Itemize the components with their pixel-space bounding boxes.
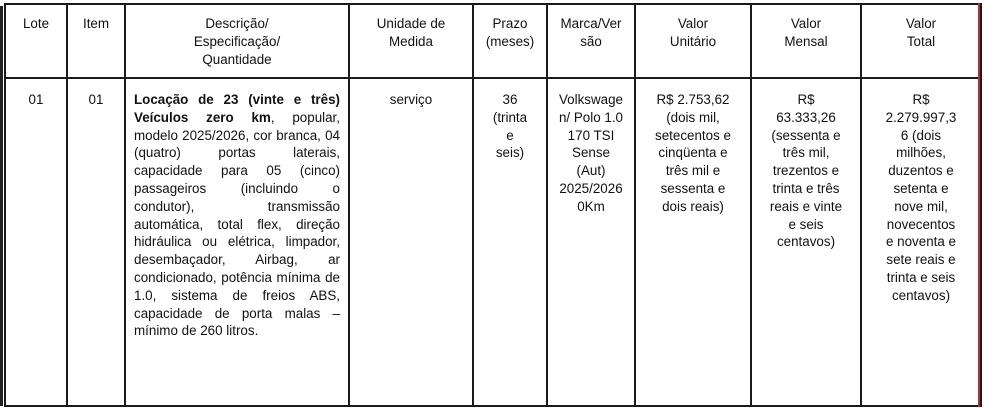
cell-descricao (125, 78, 349, 406)
table-header-row (5, 4, 981, 78)
header-prazo: Prazo (meses) (473, 4, 547, 78)
header-descricao: Descrição/ Especificação/ Quantidade (125, 4, 349, 78)
header-item: Item (67, 4, 125, 78)
cell-unidade: serviço (349, 78, 473, 406)
header-valor-total: Valor Total (861, 4, 981, 78)
header-valor-unitario: Valor Unitário (635, 4, 751, 78)
cell-marca: Volkswage n/ Polo 1.0 170 TSI Sense (Aut) 2025/2026 0Km (547, 78, 635, 406)
header-marca: Marca/Ver são (547, 4, 635, 78)
descricao-bold: Locação de 23 (vinte e três) Veículos zero km (134, 92, 340, 125)
procurement-table (4, 3, 982, 407)
header-lote: Lote (5, 4, 67, 78)
cell-valor-mensal: R$ 63.333,26 (sessenta e três mil, trezentos e trinta e três reais e vinte e seis centavos) (751, 78, 861, 406)
cell-valor-unitario: R$ 2.753,62 (dois mil, setecentos e cinqüenta e três mil e sessenta e dois reais) (635, 78, 751, 406)
cell-valor-total: R$ 2.279.997,3 6 (dois milhões, duzentos e setenta e nove mil, novecentos e noventa e sete reais e trinta e seis centavos) (861, 78, 981, 406)
cell-lote: 01 (5, 78, 67, 406)
cell-prazo: 36 (trinta e seis) (473, 78, 547, 406)
descricao-text: , popular, modelo 2025/2026, cor branca, 04 (quatro) portas laterais, capacidade para 05 (cinco) passageiros (incluindo o condutor), transmissão automática, total flex, direção hidráulica ou elétrica, limpador, desembaçador, Airbag, ar condicionado, potência mínima de 1.0, sistema de freios ABS, capacidade de porta malas – mínimo de 260 litros. (134, 109, 340, 339)
table-row (5, 78, 981, 406)
header-valor-mensal: Valor Mensal (751, 4, 861, 78)
cell-item: 01 (67, 78, 125, 406)
header-unidade: Unidade de Medida (349, 4, 473, 78)
left-border-shadow (0, 6, 3, 406)
right-edge-rule (978, 3, 980, 407)
